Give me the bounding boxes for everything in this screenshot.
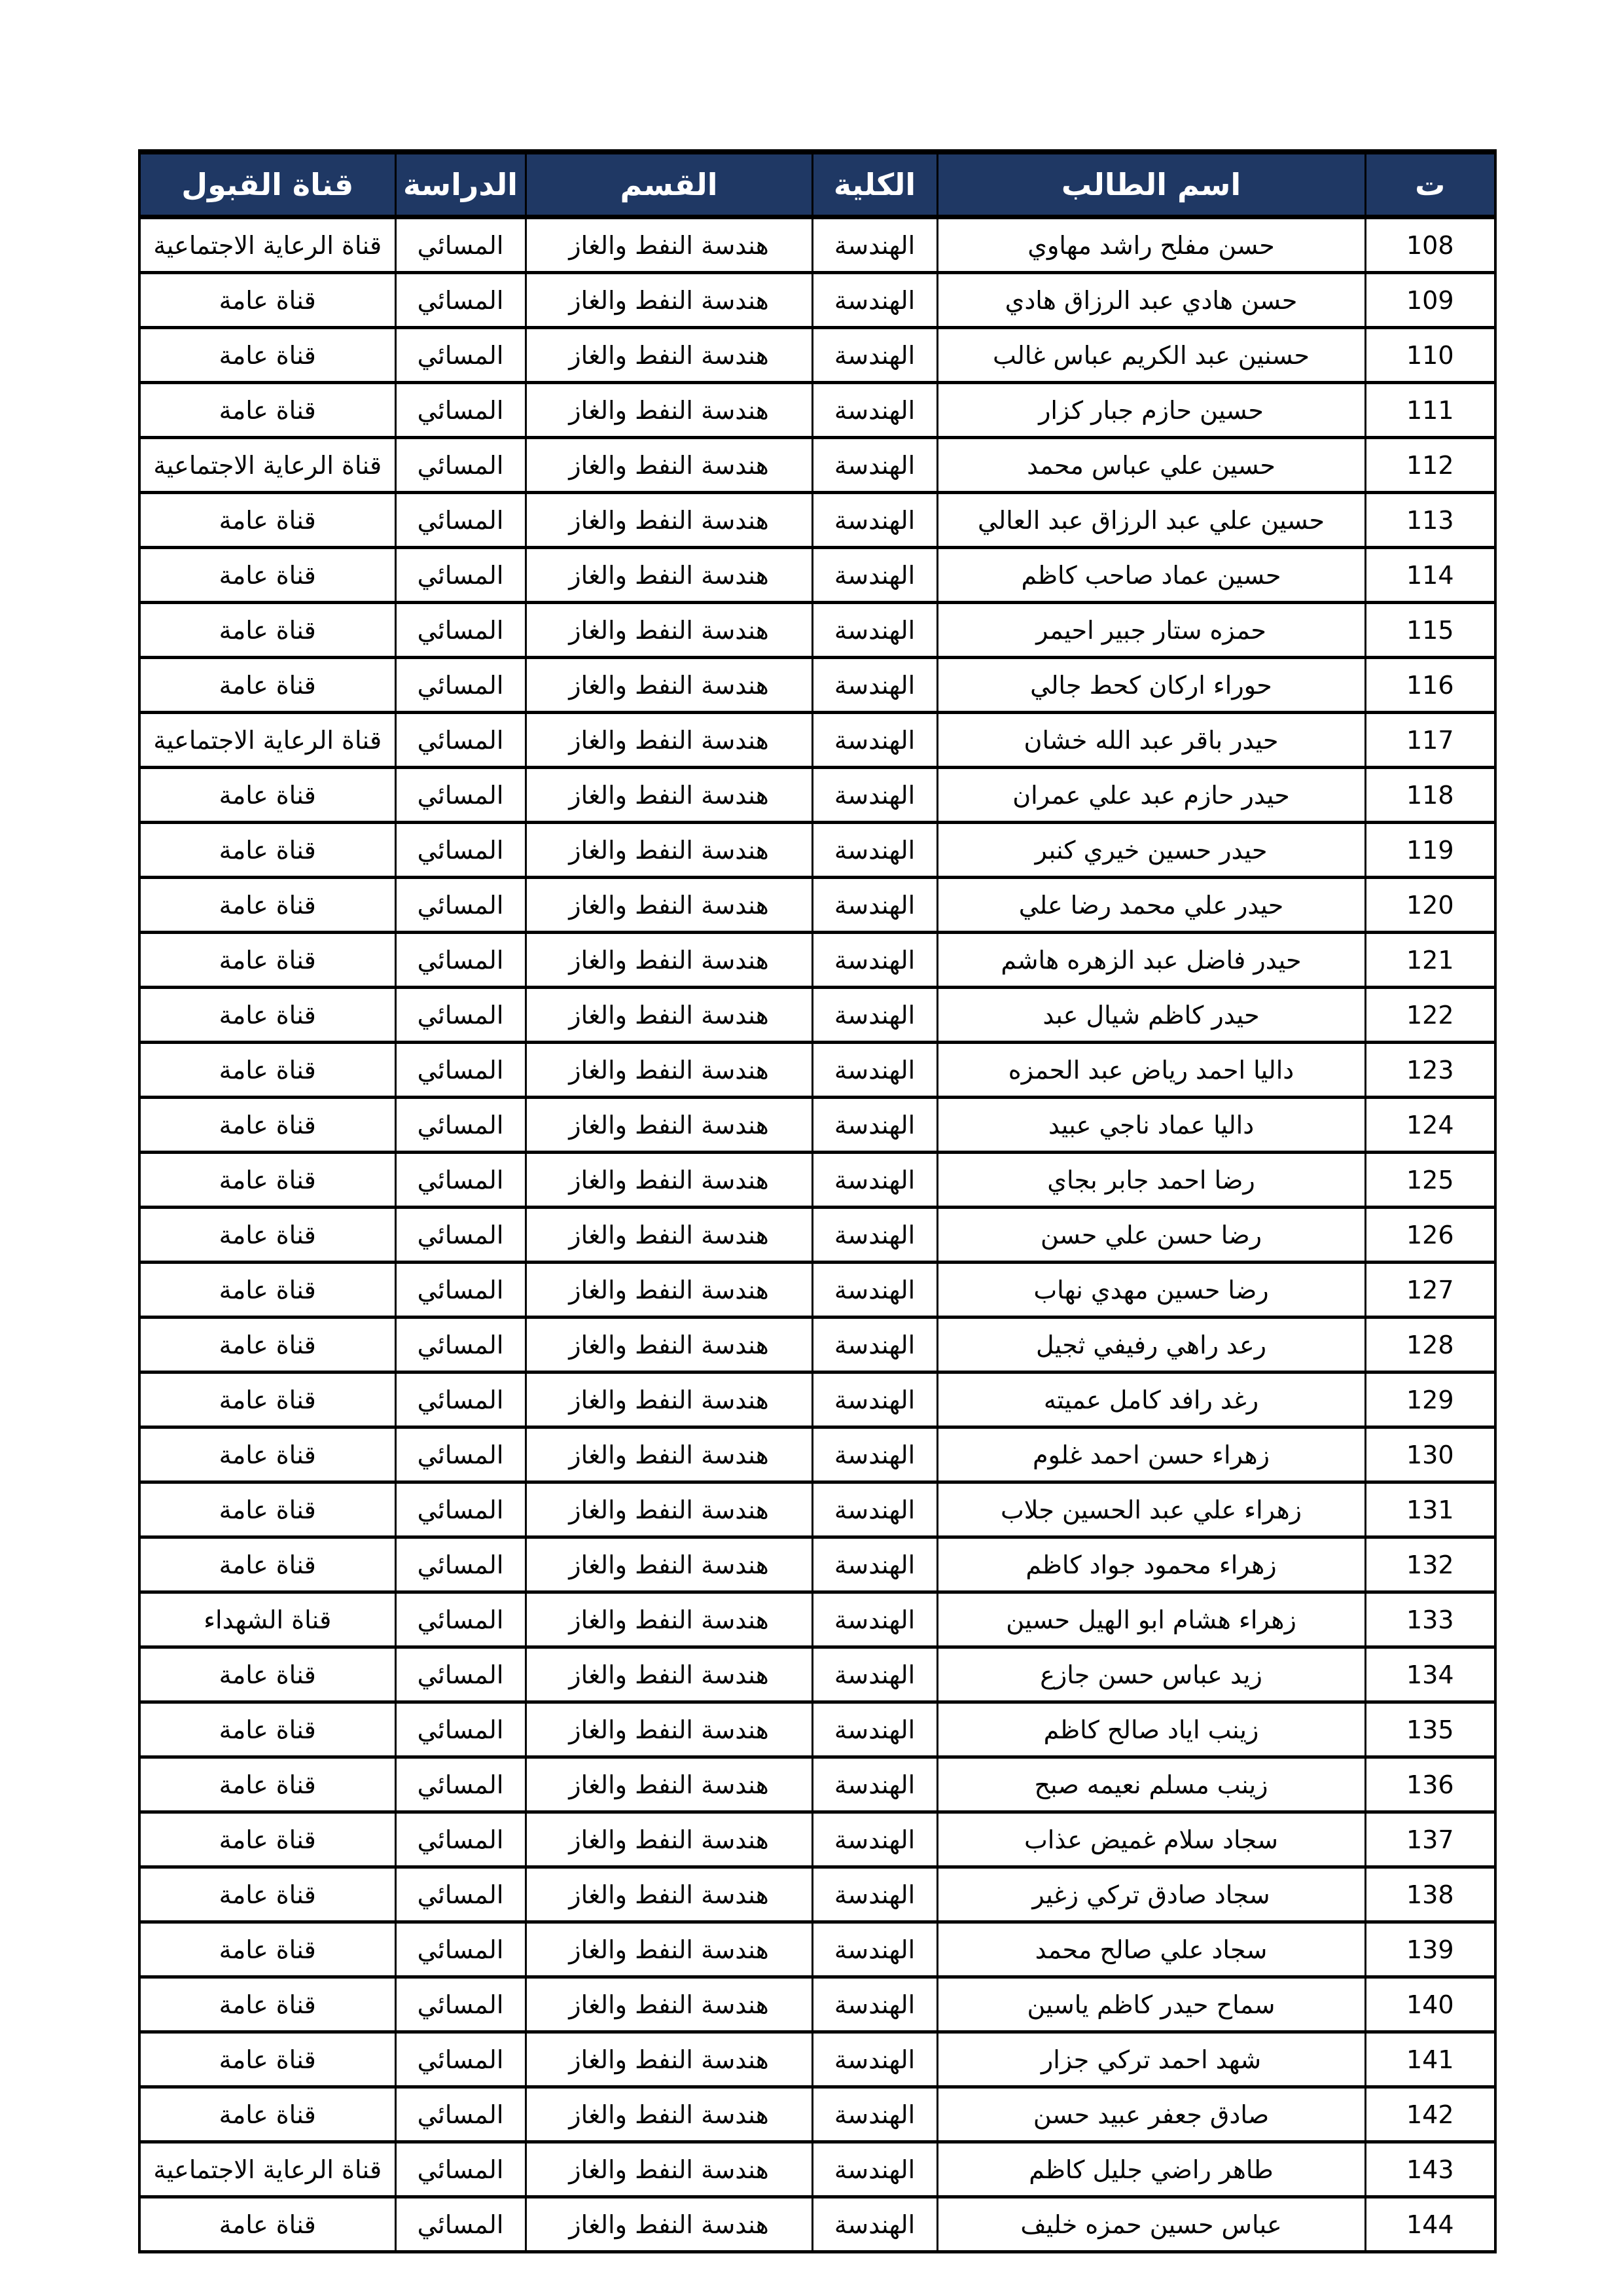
table-row xyxy=(139,1372,1495,1427)
table-row xyxy=(139,493,1495,548)
cell-student-name: زهراء علي عبد الحسين جلاب xyxy=(937,1482,1365,1537)
table-row xyxy=(139,548,1495,603)
cell-student-name: حسن هادي عبد الرزاق هادي xyxy=(937,273,1365,328)
cell-department: هندسة النفط والغاز xyxy=(526,2142,812,2197)
cell-serial: 139 xyxy=(1365,1922,1495,1977)
cell-admission-channel: قناة عامة xyxy=(139,493,395,548)
cell-student-name: زهراء حسن احمد غلوم xyxy=(937,1427,1365,1482)
cell-serial: 126 xyxy=(1365,1208,1495,1263)
cell-department: هندسة النفط والغاز xyxy=(526,1098,812,1153)
cell-study-type: المسائي xyxy=(395,1153,526,1208)
cell-serial: 122 xyxy=(1365,988,1495,1043)
table-row xyxy=(139,933,1495,988)
cell-admission-channel: قناة عامة xyxy=(139,1208,395,1263)
cell-college: الهندسة xyxy=(812,1043,937,1098)
cell-student-name: رعد راهي رفيفي ثجيل xyxy=(937,1318,1365,1372)
table-row xyxy=(139,1153,1495,1208)
cell-admission-channel: قناة عامة xyxy=(139,1867,395,1922)
cell-study-type: المسائي xyxy=(395,1043,526,1098)
cell-study-type: المسائي xyxy=(395,1427,526,1482)
cell-admission-channel: قناة عامة xyxy=(139,2032,395,2087)
cell-serial: 125 xyxy=(1365,1153,1495,1208)
cell-department: هندسة النفط والغاز xyxy=(526,328,812,383)
cell-serial: 141 xyxy=(1365,2032,1495,2087)
cell-college: الهندسة xyxy=(812,1482,937,1537)
cell-college: الهندسة xyxy=(812,1647,937,1702)
cell-study-type: المسائي xyxy=(395,1702,526,1757)
cell-college: الهندسة xyxy=(812,1098,937,1153)
cell-college: الهندسة xyxy=(812,1372,937,1427)
table-row xyxy=(139,2032,1495,2087)
table-row xyxy=(139,328,1495,383)
cell-college: الهندسة xyxy=(812,1263,937,1318)
header-student-name: اسم الطالب xyxy=(937,152,1365,217)
cell-department: هندسة النفط والغاز xyxy=(526,1977,812,2032)
cell-department: هندسة النفط والغاز xyxy=(526,1318,812,1372)
cell-department: هندسة النفط والغاز xyxy=(526,1647,812,1702)
cell-study-type: المسائي xyxy=(395,1318,526,1372)
cell-department: هندسة النفط والغاز xyxy=(526,1702,812,1757)
cell-serial: 109 xyxy=(1365,273,1495,328)
cell-department: هندسة النفط والغاز xyxy=(526,1592,812,1647)
cell-student-name: زهراء محمود جواد كاظم xyxy=(937,1537,1365,1592)
cell-study-type: المسائي xyxy=(395,1977,526,2032)
cell-student-name: حسين عماد صاحب كاظم xyxy=(937,548,1365,603)
cell-department: هندسة النفط والغاز xyxy=(526,658,812,713)
cell-college: الهندسة xyxy=(812,383,937,438)
cell-serial: 130 xyxy=(1365,1427,1495,1482)
table-row xyxy=(139,438,1495,493)
table-row xyxy=(139,1867,1495,1922)
cell-admission-channel: قناة عامة xyxy=(139,1372,395,1427)
header-serial: ت xyxy=(1365,152,1495,217)
cell-college: الهندسة xyxy=(812,1812,937,1867)
cell-admission-channel: قناة عامة xyxy=(139,548,395,603)
cell-department: هندسة النفط والغاز xyxy=(526,1153,812,1208)
cell-study-type: المسائي xyxy=(395,217,526,273)
cell-student-name: شهد احمد تركي جزار xyxy=(937,2032,1365,2087)
cell-college: الهندسة xyxy=(812,1592,937,1647)
cell-department: هندسة النفط والغاز xyxy=(526,2032,812,2087)
cell-department: هندسة النفط والغاز xyxy=(526,1922,812,1977)
cell-admission-channel: قناة عامة xyxy=(139,823,395,878)
cell-study-type: المسائي xyxy=(395,823,526,878)
cell-serial: 127 xyxy=(1365,1263,1495,1318)
cell-college: الهندسة xyxy=(812,1208,937,1263)
cell-admission-channel: قناة عامة xyxy=(139,2197,395,2252)
cell-college: الهندسة xyxy=(812,548,937,603)
table-row xyxy=(139,1757,1495,1812)
cell-admission-channel: قناة عامة xyxy=(139,1043,395,1098)
cell-department: هندسة النفط والغاز xyxy=(526,933,812,988)
cell-serial: 132 xyxy=(1365,1537,1495,1592)
cell-serial: 140 xyxy=(1365,1977,1495,2032)
cell-admission-channel: قناة عامة xyxy=(139,1318,395,1372)
cell-admission-channel: قناة الرعاية الاجتماعية xyxy=(139,217,395,273)
cell-study-type: المسائي xyxy=(395,548,526,603)
table-body xyxy=(139,217,1495,2252)
cell-student-name: حيدر حسين خيري كنبر xyxy=(937,823,1365,878)
cell-study-type: المسائي xyxy=(395,493,526,548)
cell-serial: 138 xyxy=(1365,1867,1495,1922)
cell-serial: 129 xyxy=(1365,1372,1495,1427)
cell-department: هندسة النفط والغاز xyxy=(526,988,812,1043)
table-row xyxy=(139,988,1495,1043)
cell-admission-channel: قناة عامة xyxy=(139,658,395,713)
table-row xyxy=(139,2142,1495,2197)
table-row xyxy=(139,1702,1495,1757)
table-row xyxy=(139,1592,1495,1647)
cell-study-type: المسائي xyxy=(395,1812,526,1867)
cell-department: هندسة النفط والغاز xyxy=(526,548,812,603)
table-row xyxy=(139,713,1495,768)
cell-department: هندسة النفط والغاز xyxy=(526,217,812,273)
cell-college: الهندسة xyxy=(812,1427,937,1482)
cell-admission-channel: قناة الشهداء xyxy=(139,1592,395,1647)
cell-college: الهندسة xyxy=(812,933,937,988)
cell-admission-channel: قناة عامة xyxy=(139,1702,395,1757)
table-row xyxy=(139,1208,1495,1263)
cell-admission-channel: قناة عامة xyxy=(139,933,395,988)
cell-student-name: زهراء هشام ابو الهيل حسين xyxy=(937,1592,1365,1647)
cell-college: الهندسة xyxy=(812,2087,937,2142)
cell-student-name: حيدر علي محمد رضا علي xyxy=(937,878,1365,933)
table-row xyxy=(139,1043,1495,1098)
cell-admission-channel: قناة عامة xyxy=(139,603,395,658)
cell-department: هندسة النفط والغاز xyxy=(526,713,812,768)
cell-study-type: المسائي xyxy=(395,1482,526,1537)
cell-college: الهندسة xyxy=(812,2032,937,2087)
cell-department: هندسة النفط والغاز xyxy=(526,1867,812,1922)
cell-serial: 131 xyxy=(1365,1482,1495,1537)
table-row xyxy=(139,1922,1495,1977)
header-college: الكلية xyxy=(812,152,937,217)
cell-college: الهندسة xyxy=(812,658,937,713)
cell-admission-channel: قناة عامة xyxy=(139,1153,395,1208)
cell-student-name: حيدر باقر عبد الله خشان xyxy=(937,713,1365,768)
table-row xyxy=(139,2087,1495,2142)
cell-admission-channel: قناة عامة xyxy=(139,1537,395,1592)
header-department: القسم xyxy=(526,152,812,217)
cell-student-name: طاهر راضي جليل كاظم xyxy=(937,2142,1365,2197)
cell-student-name: سماح حيدر كاظم ياسين xyxy=(937,1977,1365,2032)
cell-admission-channel: قناة عامة xyxy=(139,1482,395,1537)
cell-department: هندسة النفط والغاز xyxy=(526,878,812,933)
cell-study-type: المسائي xyxy=(395,1098,526,1153)
cell-study-type: المسائي xyxy=(395,328,526,383)
cell-student-name: حسن مفلح راشد مهاوي xyxy=(937,217,1365,273)
cell-college: الهندسة xyxy=(812,1977,937,2032)
cell-college: الهندسة xyxy=(812,878,937,933)
cell-department: هندسة النفط والغاز xyxy=(526,1427,812,1482)
table-row xyxy=(139,1812,1495,1867)
table-row xyxy=(139,2197,1495,2252)
student-admission-table xyxy=(138,149,1497,2253)
cell-serial: 117 xyxy=(1365,713,1495,768)
cell-study-type: المسائي xyxy=(395,658,526,713)
cell-student-name: حيدر كاظم شيال عبد xyxy=(937,988,1365,1043)
cell-department: هندسة النفط والغاز xyxy=(526,1372,812,1427)
cell-college: الهندسة xyxy=(812,1757,937,1812)
table-row xyxy=(139,217,1495,273)
cell-student-name: داليا احمد رياض عبد الحمزه xyxy=(937,1043,1365,1098)
cell-admission-channel: قناة الرعاية الاجتماعية xyxy=(139,2142,395,2197)
cell-admission-channel: قناة الرعاية الاجتماعية xyxy=(139,713,395,768)
cell-department: هندسة النفط والغاز xyxy=(526,383,812,438)
cell-study-type: المسائي xyxy=(395,273,526,328)
cell-study-type: المسائي xyxy=(395,2142,526,2197)
cell-department: هندسة النفط والغاز xyxy=(526,768,812,823)
cell-admission-channel: قناة عامة xyxy=(139,1922,395,1977)
cell-student-name: حسين علي عبد الرزاق عبد العالي xyxy=(937,493,1365,548)
cell-college: الهندسة xyxy=(812,217,937,273)
cell-admission-channel: قناة عامة xyxy=(139,1098,395,1153)
cell-department: هندسة النفط والغاز xyxy=(526,1537,812,1592)
cell-admission-channel: قناة عامة xyxy=(139,878,395,933)
cell-student-name: حوراء اركان كحط جالي xyxy=(937,658,1365,713)
cell-serial: 111 xyxy=(1365,383,1495,438)
cell-department: هندسة النفط والغاز xyxy=(526,1482,812,1537)
cell-college: الهندسة xyxy=(812,493,937,548)
cell-student-name: داليا عماد ناجي عبيد xyxy=(937,1098,1365,1153)
cell-serial: 134 xyxy=(1365,1647,1495,1702)
cell-admission-channel: قناة عامة xyxy=(139,1977,395,2032)
cell-department: هندسة النفط والغاز xyxy=(526,1208,812,1263)
header-row xyxy=(139,152,1495,217)
cell-serial: 143 xyxy=(1365,2142,1495,2197)
cell-college: الهندسة xyxy=(812,2142,937,2197)
document-sheet xyxy=(141,149,1497,2253)
cell-study-type: المسائي xyxy=(395,2032,526,2087)
cell-study-type: المسائي xyxy=(395,383,526,438)
cell-study-type: المسائي xyxy=(395,2087,526,2142)
cell-department: هندسة النفط والغاز xyxy=(526,2087,812,2142)
cell-serial: 113 xyxy=(1365,493,1495,548)
table-row xyxy=(139,383,1495,438)
cell-serial: 123 xyxy=(1365,1043,1495,1098)
cell-admission-channel: قناة عامة xyxy=(139,328,395,383)
cell-study-type: المسائي xyxy=(395,1922,526,1977)
cell-admission-channel: قناة عامة xyxy=(139,1263,395,1318)
cell-department: هندسة النفط والغاز xyxy=(526,273,812,328)
table-row xyxy=(139,1537,1495,1592)
cell-college: الهندسة xyxy=(812,1153,937,1208)
cell-study-type: المسائي xyxy=(395,933,526,988)
cell-serial: 142 xyxy=(1365,2087,1495,2142)
cell-study-type: المسائي xyxy=(395,878,526,933)
cell-serial: 116 xyxy=(1365,658,1495,713)
cell-student-name: زينب اياد صالح كاظم xyxy=(937,1702,1365,1757)
table-row xyxy=(139,273,1495,328)
cell-serial: 121 xyxy=(1365,933,1495,988)
cell-admission-channel: قناة عامة xyxy=(139,273,395,328)
table-row xyxy=(139,1263,1495,1318)
cell-study-type: المسائي xyxy=(395,713,526,768)
cell-study-type: المسائي xyxy=(395,2197,526,2252)
cell-department: هندسة النفط والغاز xyxy=(526,1757,812,1812)
cell-college: الهندسة xyxy=(812,1702,937,1757)
cell-college: الهندسة xyxy=(812,713,937,768)
cell-student-name: رضا حسين مهدي نهاب xyxy=(937,1263,1365,1318)
cell-student-name: رضا حسن علي حسن xyxy=(937,1208,1365,1263)
cell-college: الهندسة xyxy=(812,273,937,328)
cell-department: هندسة النفط والغاز xyxy=(526,1263,812,1318)
cell-college: الهندسة xyxy=(812,823,937,878)
cell-college: الهندسة xyxy=(812,768,937,823)
cell-serial: 135 xyxy=(1365,1702,1495,1757)
cell-student-name: حمزه ستار جبير احيمر xyxy=(937,603,1365,658)
cell-study-type: المسائي xyxy=(395,1867,526,1922)
header-admission-channel: قناة القبول xyxy=(139,152,395,217)
cell-student-name: سجاد علي صالح محمد xyxy=(937,1922,1365,1977)
cell-study-type: المسائي xyxy=(395,988,526,1043)
table-row xyxy=(139,1647,1495,1702)
table-row xyxy=(139,1977,1495,2032)
cell-college: الهندسة xyxy=(812,1922,937,1977)
table-row xyxy=(139,1427,1495,1482)
cell-department: هندسة النفط والغاز xyxy=(526,493,812,548)
cell-serial: 144 xyxy=(1365,2197,1495,2252)
cell-study-type: المسائي xyxy=(395,1592,526,1647)
cell-college: الهندسة xyxy=(812,1867,937,1922)
cell-serial: 110 xyxy=(1365,328,1495,383)
table-row xyxy=(139,823,1495,878)
cell-college: الهندسة xyxy=(812,603,937,658)
cell-serial: 124 xyxy=(1365,1098,1495,1153)
cell-student-name: رغد رافد كامل عميته xyxy=(937,1372,1365,1427)
table-row xyxy=(139,603,1495,658)
cell-study-type: المسائي xyxy=(395,1757,526,1812)
cell-college: الهندسة xyxy=(812,1537,937,1592)
cell-student-name: حسين حازم جبار كزار xyxy=(937,383,1365,438)
cell-college: الهندسة xyxy=(812,438,937,493)
cell-study-type: المسائي xyxy=(395,1537,526,1592)
cell-department: هندسة النفط والغاز xyxy=(526,1812,812,1867)
cell-study-type: المسائي xyxy=(395,1208,526,1263)
cell-department: هندسة النفط والغاز xyxy=(526,2197,812,2252)
cell-study-type: المسائي xyxy=(395,1263,526,1318)
cell-student-name: زينب مسلم نعيمه صبح xyxy=(937,1757,1365,1812)
cell-college: الهندسة xyxy=(812,328,937,383)
cell-serial: 136 xyxy=(1365,1757,1495,1812)
cell-admission-channel: قناة عامة xyxy=(139,383,395,438)
cell-serial: 108 xyxy=(1365,217,1495,273)
cell-department: هندسة النفط والغاز xyxy=(526,603,812,658)
cell-serial: 114 xyxy=(1365,548,1495,603)
cell-department: هندسة النفط والغاز xyxy=(526,823,812,878)
cell-student-name: حيدر فاضل عبد الزهره هاشم xyxy=(937,933,1365,988)
cell-college: الهندسة xyxy=(812,1318,937,1372)
cell-serial: 119 xyxy=(1365,823,1495,878)
cell-student-name: عباس حسين حمزه خليف xyxy=(937,2197,1365,2252)
cell-student-name: زيد عباس حسن جازع xyxy=(937,1647,1365,1702)
cell-serial: 112 xyxy=(1365,438,1495,493)
cell-admission-channel: قناة عامة xyxy=(139,1647,395,1702)
cell-study-type: المسائي xyxy=(395,768,526,823)
cell-admission-channel: قناة الرعاية الاجتماعية xyxy=(139,438,395,493)
cell-student-name: رضا احمد جابر بجاي xyxy=(937,1153,1365,1208)
cell-student-name: حسنين عبد الكريم عباس غالب xyxy=(937,328,1365,383)
cell-serial: 133 xyxy=(1365,1592,1495,1647)
table-row xyxy=(139,1318,1495,1372)
cell-student-name: حسين علي عباس محمد xyxy=(937,438,1365,493)
cell-admission-channel: قناة عامة xyxy=(139,1757,395,1812)
cell-admission-channel: قناة عامة xyxy=(139,988,395,1043)
cell-study-type: المسائي xyxy=(395,1647,526,1702)
cell-admission-channel: قناة عامة xyxy=(139,2087,395,2142)
cell-serial: 137 xyxy=(1365,1812,1495,1867)
cell-study-type: المسائي xyxy=(395,438,526,493)
table-row xyxy=(139,658,1495,713)
cell-serial: 128 xyxy=(1365,1318,1495,1372)
cell-study-type: المسائي xyxy=(395,1372,526,1427)
cell-college: الهندسة xyxy=(812,2197,937,2252)
header-study-type: الدراسة xyxy=(395,152,526,217)
cell-student-name: سجاد صادق تركي زغير xyxy=(937,1867,1365,1922)
table-row xyxy=(139,878,1495,933)
cell-department: هندسة النفط والغاز xyxy=(526,438,812,493)
table-row xyxy=(139,1482,1495,1537)
cell-admission-channel: قناة عامة xyxy=(139,1427,395,1482)
cell-serial: 120 xyxy=(1365,878,1495,933)
cell-student-name: سجاد سلام غميض عذاب xyxy=(937,1812,1365,1867)
cell-serial: 118 xyxy=(1365,768,1495,823)
cell-admission-channel: قناة عامة xyxy=(139,768,395,823)
cell-college: الهندسة xyxy=(812,988,937,1043)
table-row xyxy=(139,1098,1495,1153)
table-header xyxy=(139,152,1495,217)
cell-admission-channel: قناة عامة xyxy=(139,1812,395,1867)
cell-student-name: صادق جعفر عبيد حسن xyxy=(937,2087,1365,2142)
cell-student-name: حيدر حازم عبد علي عمران xyxy=(937,768,1365,823)
cell-serial: 115 xyxy=(1365,603,1495,658)
cell-study-type: المسائي xyxy=(395,603,526,658)
cell-department: هندسة النفط والغاز xyxy=(526,1043,812,1098)
table-row xyxy=(139,768,1495,823)
